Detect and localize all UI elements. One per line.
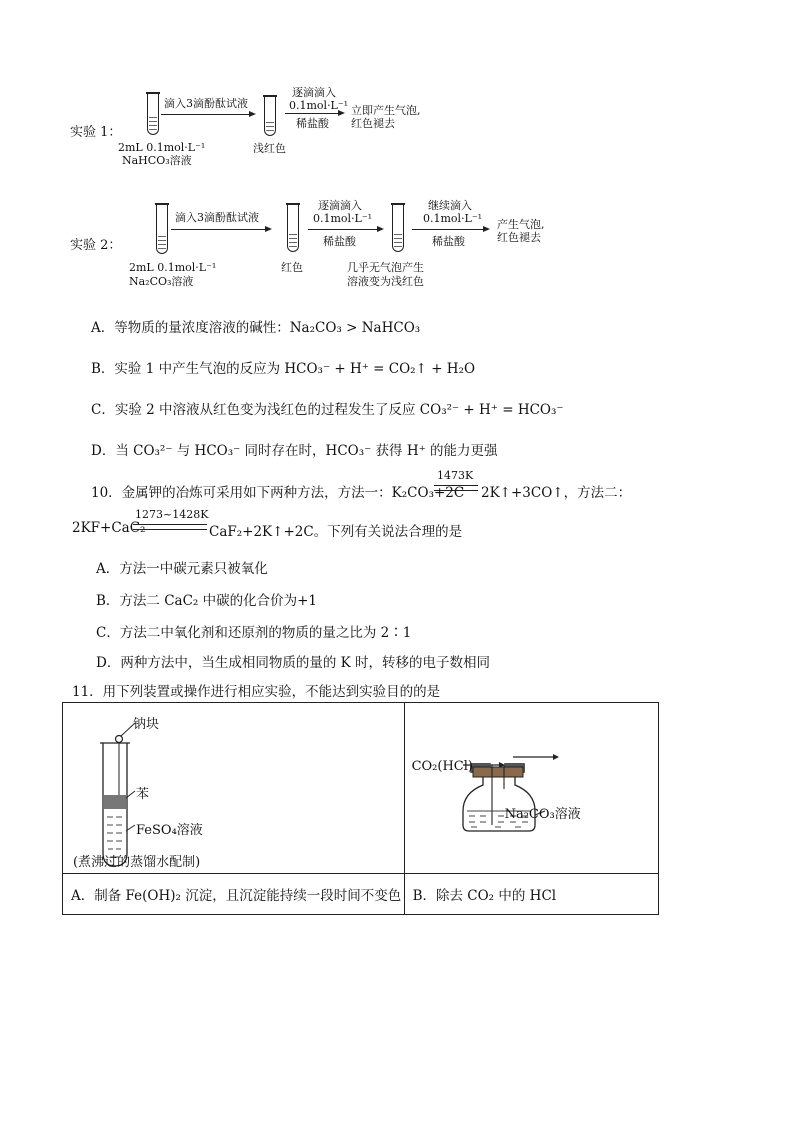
exp2-tube1-caption-2: Na₂CO₃溶液 [129, 275, 194, 288]
exp2-tube3-caption-2: 溶液变为浅红色 [347, 275, 424, 288]
label-sodium: 钠块 [133, 717, 160, 732]
exp1-arrow2-line1: 逐滴滴入 [292, 86, 336, 99]
q11-caption-b: B．除去 CO₂ 中的 HCl [404, 874, 658, 915]
q9-option-b: B．实验 1 中产生气泡的反应为 HCO₃⁻ + H⁺ = CO₂↑ + H₂O [91, 361, 476, 377]
q11-apparatus-a [63, 703, 403, 873]
exp1-arrow2-line3: 稀盐酸 [296, 117, 329, 130]
exp2-arrow1 [171, 229, 270, 230]
q11-stem: 11．用下列装置或操作进行相应实验，不能达到实验目的的是 [72, 684, 441, 700]
q11-cell-a-figure [63, 703, 405, 874]
q10-equals-1 [434, 485, 478, 491]
exp1-arrow1 [161, 114, 254, 115]
exp2-tube2-caption: 红色 [281, 261, 303, 274]
exp2-arrow2-line3: 稀盐酸 [323, 235, 356, 248]
exp2-arrow2-line2: 0.1mol·L⁻¹ [313, 212, 373, 225]
label-benzene: 苯 [136, 787, 150, 802]
q10-stem-part1: 10．金属钾的冶炼可采用如下两种方法，方法一：K₂CO₃+2C [91, 485, 465, 501]
q10-condition-1: 1473K [437, 469, 474, 482]
exp1-tube1 [147, 94, 159, 135]
q11-caption-a: A．制备 Fe(OH)₂ 沉淀，且沉淀能持续一段时间不变色 [63, 874, 405, 915]
exp1-arrow1-label: 滴入3滴酚酞试液 [164, 97, 248, 110]
label-na2co3-solution: Na₂CO₃溶液 [504, 807, 581, 822]
q10-stem-part4: CaF₂+2K↑+2C。下列有关说法合理的是 [209, 524, 463, 540]
exp1-label: 实验 1： [70, 125, 122, 140]
exp1-arrow2 [285, 113, 343, 114]
exp1-tube1-caption-2: NaHCO₃溶液 [122, 154, 192, 167]
exp2-arrow1-label: 滴入3滴酚酞试液 [175, 211, 259, 224]
exp2-arrow3 [412, 229, 488, 230]
label-boiled-water: (煮沸过的蒸馏水配制) [73, 855, 201, 870]
q11-cell-b-figure [404, 703, 658, 874]
q9-option-c: C．实验 2 中溶液从红色变为浅红色的过程发生了反应 CO₃²⁻ + H⁺ = HCO₃⁻ [91, 402, 564, 418]
label-co2-hcl: CO₂(HCl) [411, 759, 473, 774]
exp1-result-2: 红色褪去 [351, 117, 395, 130]
q10-option-b: B．方法二 CaC₂ 中碳的化合价为+1 [96, 593, 318, 609]
exp2-tube3-caption-1: 几乎无气泡产生 [347, 261, 424, 274]
exp2-arrow3-line1: 继续滴入 [428, 199, 472, 212]
q11-apparatus-b [405, 703, 658, 873]
q10-equals-2 [133, 524, 207, 530]
q10-option-c: C．方法二中氧化剂和还原剂的物质的量之比为 2∶1 [96, 625, 412, 641]
exp1-arrow2-line2: 0.1mol·L⁻¹ [289, 99, 349, 112]
exp2-arrow3-line3: 稀盐酸 [432, 235, 465, 248]
exp2-arrow2 [308, 229, 382, 230]
exp2-tube1 [156, 205, 168, 254]
exp1-tube2-caption: 浅红色 [253, 142, 286, 155]
exp2-result-2: 红色褪去 [497, 231, 541, 244]
exp2-tube1-caption-1: 2mL 0.1mol·L⁻¹ [129, 261, 217, 274]
q11-table [62, 702, 659, 915]
q9-option-a: A．等物质的量浓度溶液的碱性：Na₂CO₃ > NaHCO₃ [91, 320, 421, 336]
q10-option-a: A．方法一中碳元素只被氧化 [96, 561, 268, 577]
exp2-tube2 [287, 205, 299, 252]
q10-option-d: D．两种方法中，当生成相同物质的量的 K 时，转移的电子数相同 [96, 655, 490, 671]
exp2-tube3 [392, 205, 404, 252]
q10-stem-part3: 2KF+CaC₂ [72, 520, 146, 536]
exp1-tube1-caption-1: 2mL 0.1mol·L⁻¹ [118, 141, 206, 154]
exp1-result-1: 立即产生气泡, [351, 104, 421, 117]
exp2-result-1: 产生气泡, [497, 218, 545, 231]
exp2-label: 实验 2： [70, 238, 122, 253]
exp1-tube2 [264, 97, 276, 136]
exp2-arrow3-line2: 0.1mol·L⁻¹ [423, 212, 483, 225]
exp2-arrow2-line1: 逐滴滴入 [318, 199, 362, 212]
q10-stem-part2: 2K↑+3CO↑，方法二： [481, 485, 632, 501]
q10-condition-2: 1273~1428K [135, 508, 209, 521]
label-feso4: FeSO₄溶液 [136, 823, 203, 838]
q9-option-d: D．当 CO₃²⁻ 与 HCO₃⁻ 同时存在时，HCO₃⁻ 获得 H⁺ 的能力更强 [91, 443, 498, 459]
